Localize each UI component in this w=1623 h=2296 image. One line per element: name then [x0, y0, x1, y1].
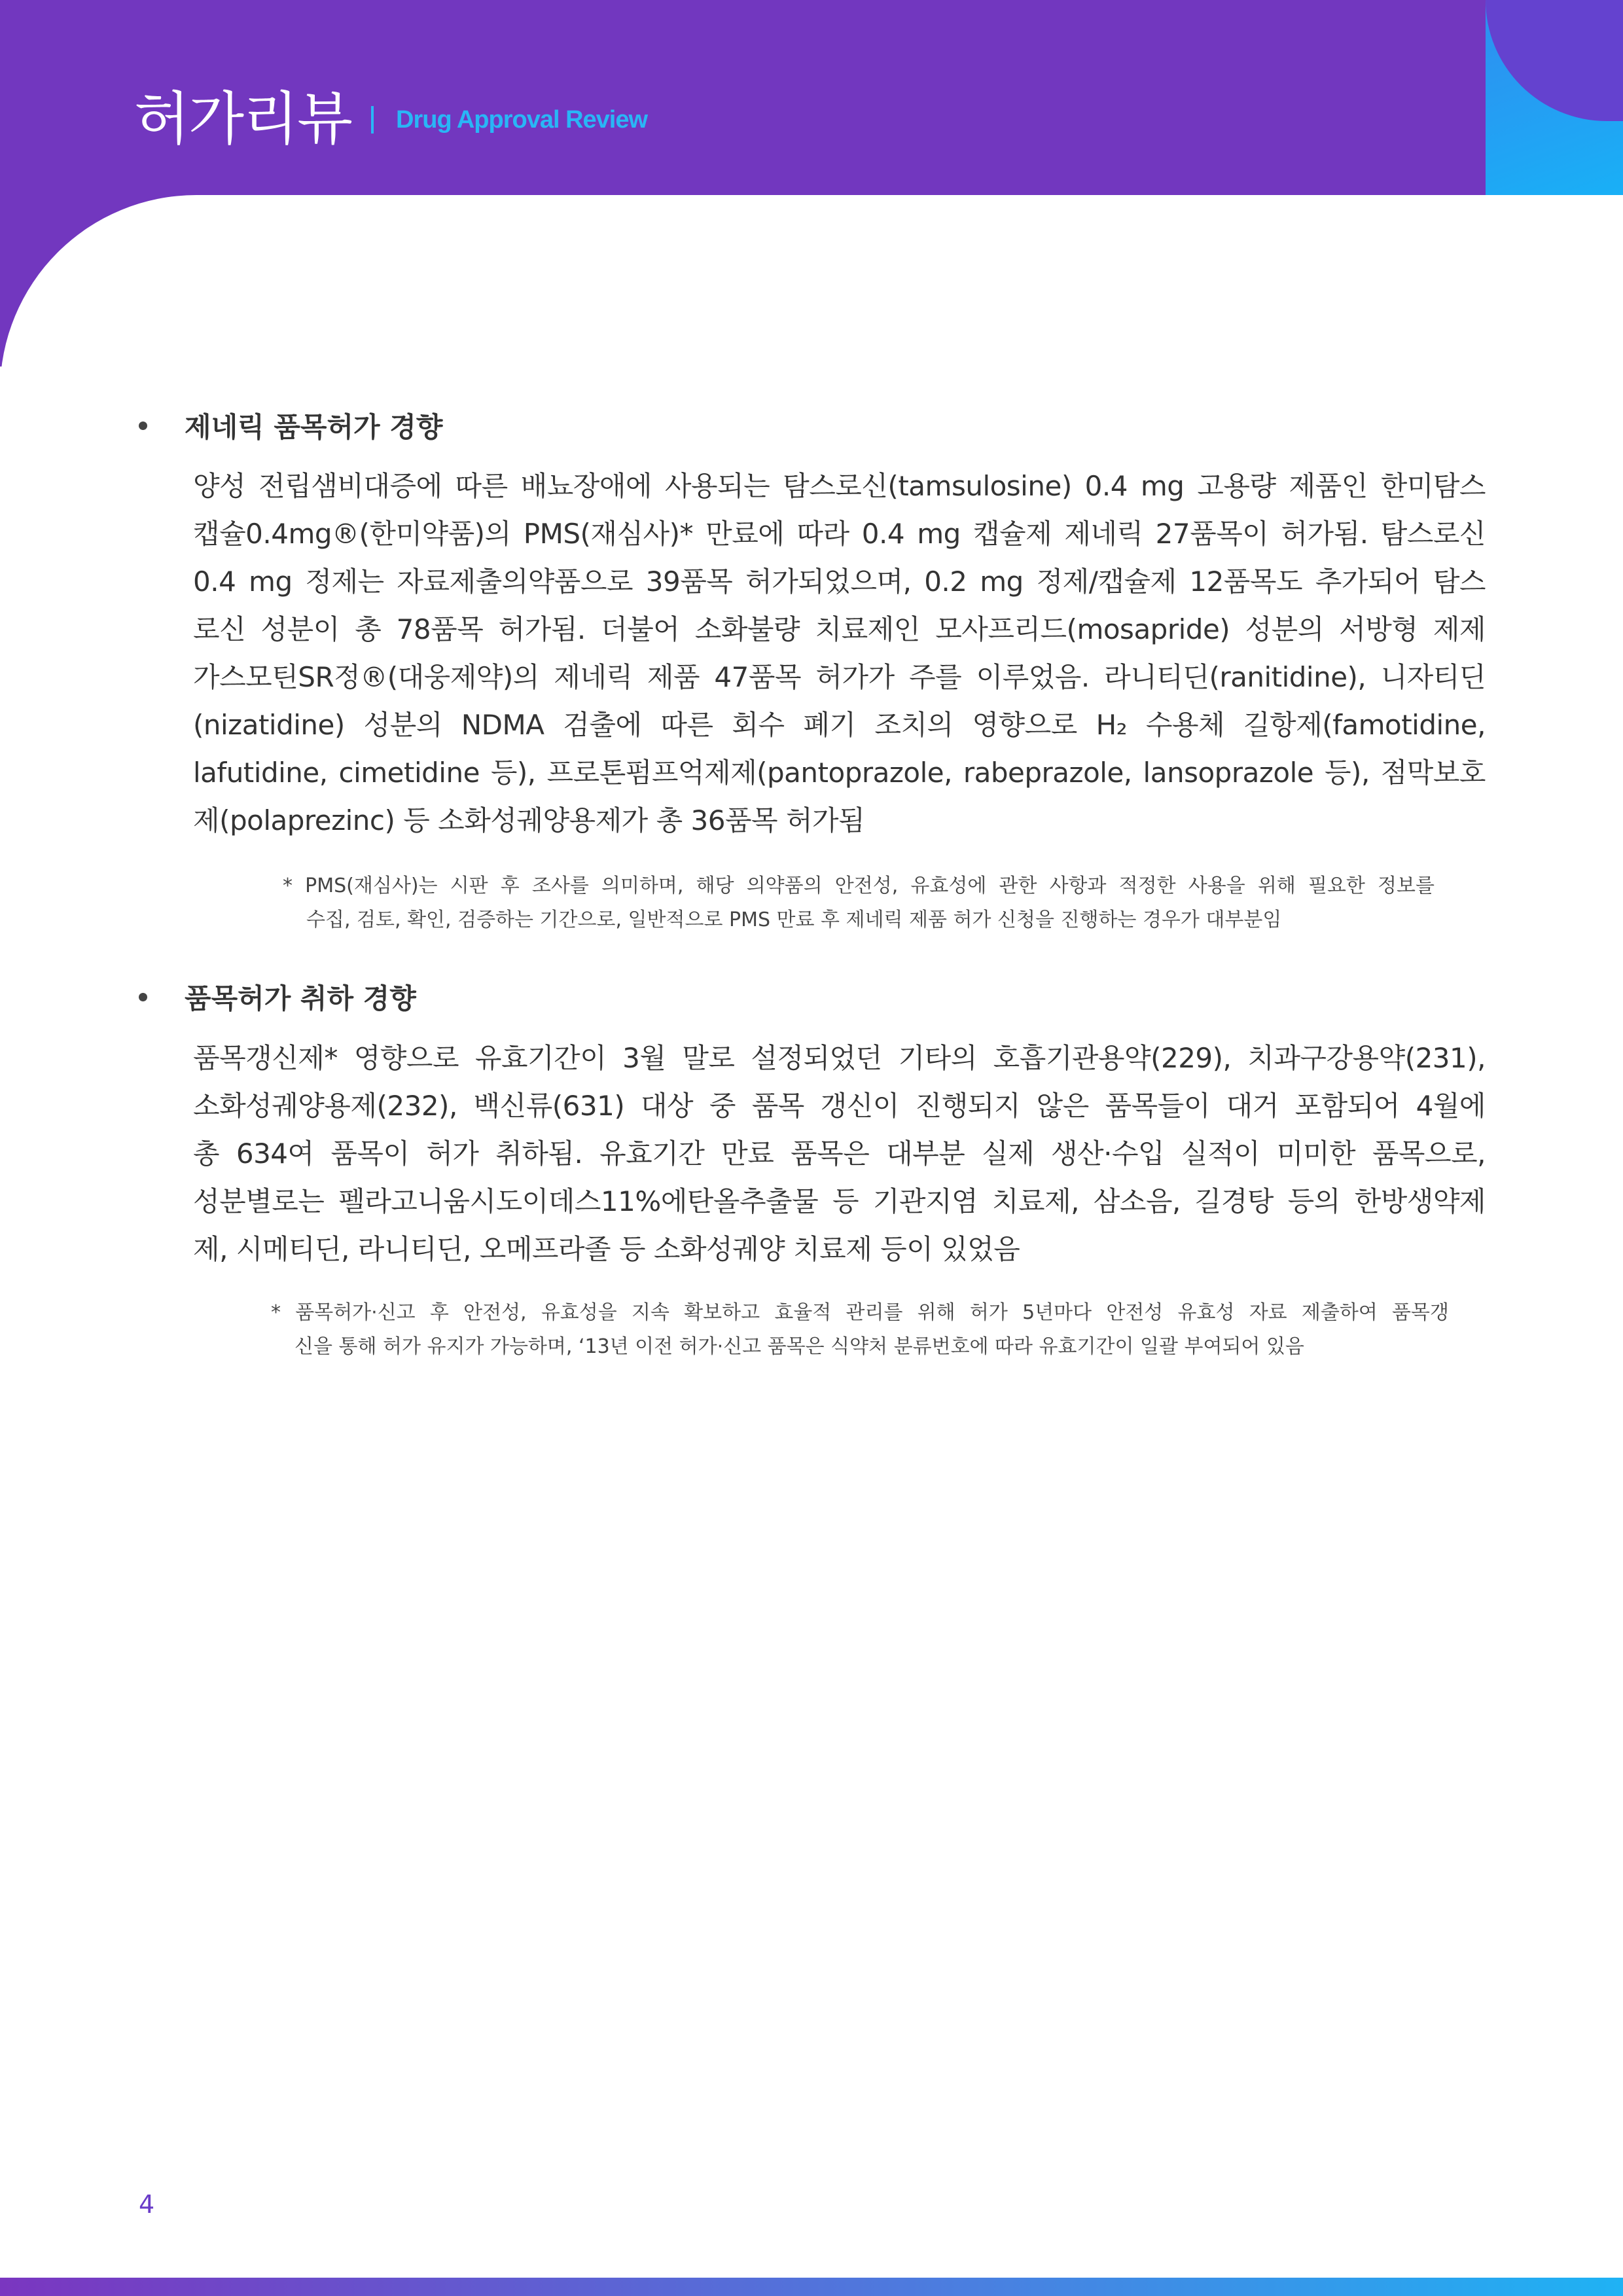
page-header-title: [134, 79, 647, 151]
paragraph-line: 품목갱신제* 영향으로 유효기간이 3월 말로 설정되었던 기타의 호흡기관용약(229), 치과구강용약(231),: [193, 1042, 1486, 1074]
footnote-pms: [283, 869, 1435, 937]
paragraph-line: 가스모틴SR정®(대웅제약)의 제네릭 제품 47품목 허가가 주를 이루었음. 라니티딘(ranitidine), 니자티딘: [193, 661, 1486, 693]
paragraph-line: lafutidine, cimetidine 등), 프로톤펌프억제제(pantoprazole, rabeprazole, lansoprazole 등), 점막보호: [193, 757, 1486, 789]
section-title-korean: 허가리뷰: [134, 85, 352, 152]
heading-text: 제네릭 품목허가 경향: [185, 411, 443, 443]
paragraph-line: 양성 전립샘비대증에 따른 배뇨장애에 사용되는 탐스로신(tamsulosine) 0.4 mg 고용량 제품인 한미탐스: [193, 470, 1486, 502]
footnote-line: 신을 통해 허가 유지가 가능하며, ‘13년 이전 허가·신고 품목은 식약처 분류번호에 따라 유효기간이 일괄 부여되어 있음: [294, 1335, 1304, 1358]
paragraph-line: 로신 성분이 총 78품목 허가됨. 더불어 소화불량 치료제인 모사프리드(mosapride) 성분의 서방형 제제: [193, 613, 1486, 645]
title-separator: [371, 106, 374, 134]
footer-gradient-bar: [0, 2278, 1623, 2296]
paragraph-line: 캡슐0.4mg®(한미약품)의 PMS(재심사)* 만료에 따라 0.4 mg 캡슐제 제네릭 27품목이 허가됨. 탐스로신: [193, 518, 1486, 550]
page-number: 4: [139, 2190, 155, 2219]
section-heading-withdrawals: [139, 977, 416, 1016]
paragraph-line: 제, 시메티딘, 라니티딘, 오메프라졸 등 소화성궤양 치료제 등이 있었음: [193, 1233, 1020, 1265]
paragraph-line: 소화성궤양용제(232), 백신류(631) 대상 중 품목 갱신이 진행되지 않은 품목들이 대거 포함되어 4월에: [193, 1090, 1486, 1122]
heading-text: 품목허가 취하 경향: [185, 982, 416, 1014]
paragraph-line: 성분별로는 펠라고니움시도이데스11%에탄올추출물 등 기관지염 치료제, 삼소음, 길경탕 등의 한방생약제: [193, 1185, 1486, 1217]
paragraph-line: 총 634여 품목이 허가 취하됨. 유효기간 만료 품목은 대부분 실제 생산·수입 실적이 미미한 품목으로,: [193, 1138, 1486, 1170]
section-title-english: Drug Approval Review: [396, 105, 648, 134]
paragraph-withdrawals: [193, 1034, 1486, 1273]
paragraph-generic-approvals: [193, 462, 1486, 844]
footnote-line: 수집, 검토, 확인, 검증하는 기간으로, 일반적으로 PMS 만료 후 제네릭 제품 허가 신청을 진행하는 경우가 대부분임: [306, 908, 1282, 931]
section-heading-generic-approvals: [139, 406, 442, 445]
paragraph-line: 제(polaprezinc) 등 소화성궤양용제가 총 36품목 허가됨: [193, 804, 865, 836]
paragraph-line: 0.4 mg 정제는 자료제출의약품으로 39품목 허가되었으며, 0.2 mg 정제/캡슐제 12품목도 추가되어 탐스: [193, 565, 1486, 598]
footnote-renewal: [271, 1296, 1449, 1364]
footnote-line: * PMS(재심사)는 시판 후 조사를 의미하며, 해당 의약품의 안전성, 유효성에 관한 사항과 적정한 사용을 위해 필요한 정보를: [283, 874, 1435, 897]
paragraph-line: (nizatidine) 성분의 NDMA 검출에 따른 회수 폐기 조치의 영향으로 H₂ 수용체 길항제(famotidine,: [193, 709, 1486, 741]
footnote-line: * 품목허가·신고 후 안전성, 유효성을 지속 확보하고 효율적 관리를 위해 허가 5년마다 안전성 유효성 자료 제출하여 품목갱: [271, 1301, 1449, 1324]
bullet-icon: [139, 993, 147, 1001]
bullet-icon: [139, 422, 147, 430]
